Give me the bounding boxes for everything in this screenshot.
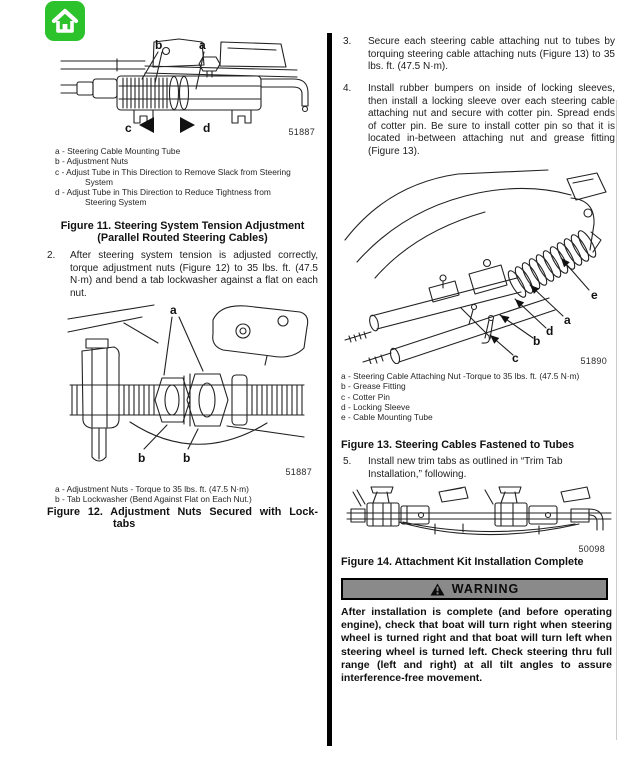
callout-a: a - Steering Cable Attaching Nut -Torque to 35 lbs. ft. (47.5 N·m) — [341, 371, 580, 381]
step-3 — [343, 36, 615, 74]
home-icon — [50, 7, 80, 35]
column-divider — [327, 33, 332, 746]
step-5-text: Install new trim tabs as outlined in “Trim Tab Installation,” following. — [368, 456, 563, 480]
fig12-label-a: a — [170, 303, 177, 317]
callout-b: b - Adjustment Nuts — [55, 156, 129, 167]
fig11-label-c: c — [125, 121, 132, 135]
figure-14 — [343, 484, 615, 554]
warning-text: After installation is complete (and before operating engine), check that boat will turn right when steering wheel is turned right and that boat will turn left when steering wheel is turned left. Check steering thru full range (left and right) at all tilt angles to assure interference-free movement. — [341, 606, 612, 685]
fig13-label-d: d — [546, 324, 554, 338]
callout-c-line1: c - Adjust Tube in This Direction to Remove Slack from Steering — [55, 166, 291, 177]
figure-13-illustration — [343, 168, 615, 364]
callout-e: e - Cable Mounting Tube — [341, 412, 433, 423]
step-5 — [343, 456, 615, 481]
tighten-direction-arrow — [180, 117, 195, 133]
figure-14-illustration — [343, 484, 615, 546]
figure-11-caption — [47, 221, 318, 244]
figure-12 — [62, 301, 312, 479]
figure-12-callouts — [55, 484, 319, 505]
callout-c-line2: System — [85, 176, 113, 187]
figure-11-illustration — [57, 36, 317, 140]
fig12-caption-line2: tabs — [113, 517, 136, 530]
callout-b: b - Grease Fitting — [341, 381, 406, 392]
fig13-image-number: 51890 — [580, 356, 607, 366]
figure-14-caption: Figure 14. Attachment Kit Installation Complete — [341, 556, 584, 568]
arrowhead-b — [498, 312, 510, 323]
callout-d-line1: d - Adjust Tube in This Direction to Reduce Tightness from — [55, 187, 271, 198]
warning-triangle-icon — [430, 583, 445, 596]
figure-11-callouts — [55, 146, 319, 208]
callout-c: c - Cotter Pin — [341, 391, 390, 402]
fig12-caption-line1: Figure 12. Adjustment Nuts Secured with Lock- — [47, 506, 318, 518]
callout-d — [55, 187, 319, 208]
step-3-number: 3. — [343, 36, 352, 47]
step-4 — [343, 83, 615, 159]
callout-a: a - Adjustment Nuts - Torque to 35 lbs. ft. (47.5 N·m) — [55, 484, 249, 494]
fig11-label-d: d — [203, 121, 211, 135]
fig12-image-number: 51887 — [285, 467, 312, 477]
fig11-caption-line1: Figure 11. Steering System Tension Adjustment — [60, 220, 305, 232]
step-5-number: 5. — [343, 456, 352, 467]
fig11-image-number: 51887 — [288, 127, 315, 137]
figure-11 — [57, 36, 317, 140]
step-4-number: 4. — [343, 83, 352, 94]
figure-12-caption — [47, 507, 318, 530]
warning-header — [341, 578, 608, 600]
warning-block — [341, 578, 612, 685]
fig14-image-number: 50098 — [578, 544, 605, 554]
fig12-label-b1: b — [138, 451, 146, 465]
figure-13 — [343, 168, 615, 368]
step-2-text: After steering system tension is adjusted correctly, torque adjustment nuts (Figure 12) to 35 lbs. ft. (47.5 N·m) and bend a tab lockwasher against a flat on each nut. — [70, 250, 318, 299]
fig13-label-e: e — [591, 288, 598, 302]
fig11-caption-line2: (Parallel Routed Steering Cables) — [97, 231, 268, 244]
step-4-text: Install rubber bumpers on inside of locking sleeves, then install a locking sleeve over each steering cable attaching nut and secure with cotter pin. Spread ends of cotter pin. Be sure to install cotter pin so that it is located in-between attaching nut and grease fitting (Figure 13). — [368, 83, 615, 157]
callout-a: a - Steering Cable Mounting Tube — [55, 146, 181, 156]
figure-13-caption: Figure 13. Steering Cables Fastened to Tubes — [341, 439, 575, 451]
callout-b: b - Tab Lockwasher (Bend Against Flat on Each Nut.) — [55, 494, 252, 505]
fig11-label-a: a — [199, 38, 206, 52]
figure-12-illustration — [62, 301, 312, 469]
warning-title: WARNING — [451, 582, 520, 596]
fig13-label-b: b — [533, 334, 541, 348]
step-2 — [47, 250, 318, 300]
callout-d: d - Locking Sleeve — [341, 401, 410, 412]
fig11-label-b: b — [155, 38, 163, 52]
fig12-label-b2: b — [183, 451, 191, 465]
fig13-label-c: c — [512, 351, 519, 364]
home-button[interactable] — [45, 1, 85, 41]
callout-d-line2: Steering System — [85, 197, 147, 208]
fig13-label-a: a — [564, 313, 571, 327]
callout-c — [55, 167, 319, 188]
figure-13-callouts — [341, 371, 617, 422]
step-2-number: 2. — [47, 250, 56, 261]
step-3-text: Secure each steering cable attaching nut to tubes by torquing steering cable attaching nuts (Figure 13) to 35 lbs. ft. (47.5 N·m). — [368, 36, 615, 73]
